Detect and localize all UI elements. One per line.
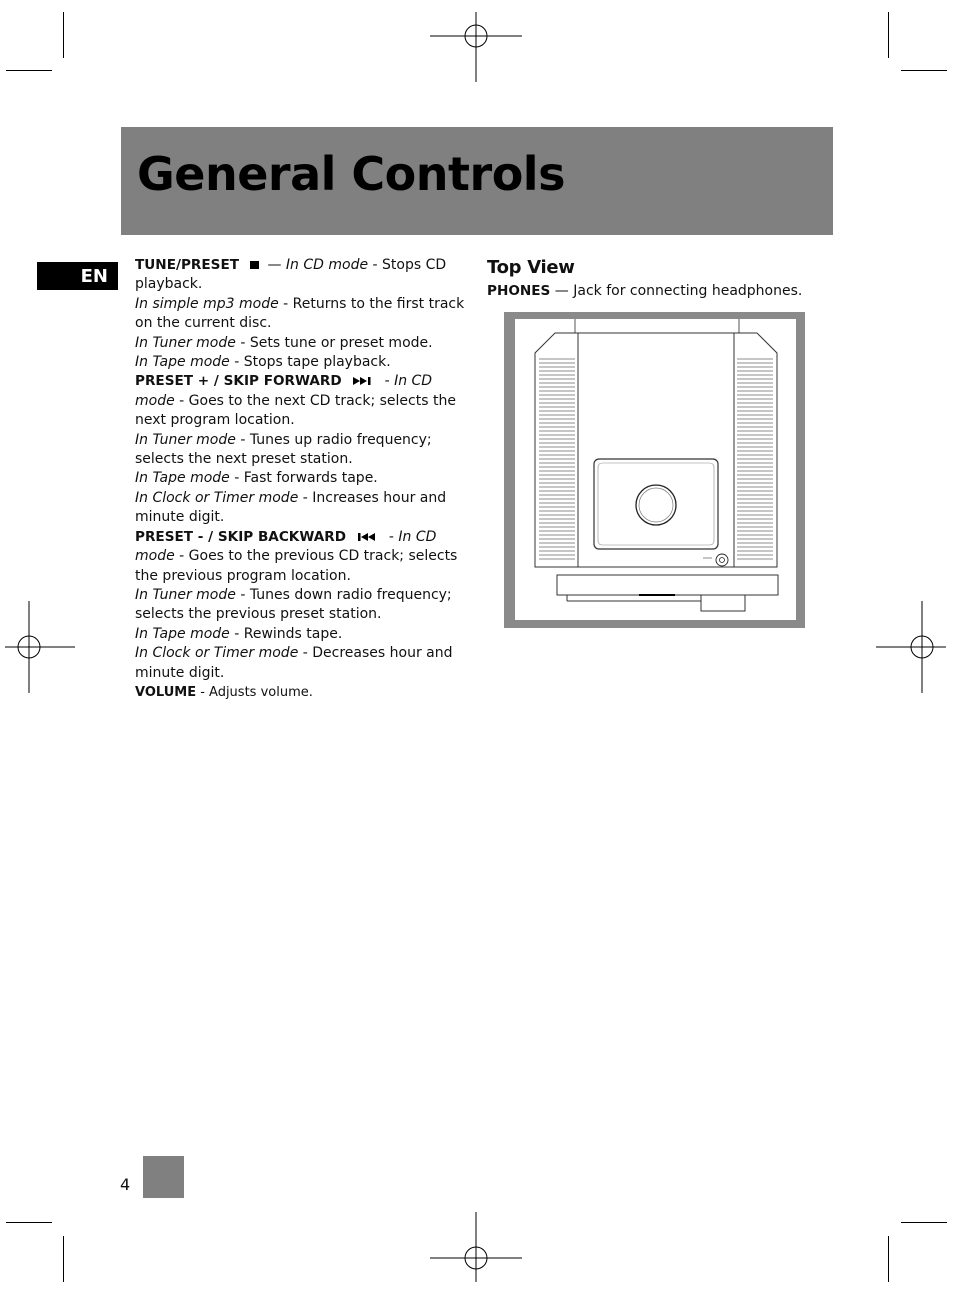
registration-mark-icon (876, 601, 954, 693)
top-view-figure (504, 312, 805, 628)
volume-label: VOLUME (135, 684, 197, 700)
crop-mark (901, 70, 947, 71)
registration-mark-icon (430, 0, 522, 82)
figure-canvas (515, 319, 796, 620)
registration-mark-icon (430, 1212, 522, 1304)
crop-mark (888, 12, 889, 58)
crop-mark (63, 12, 64, 58)
volume-entry: VOLUME - Adjusts volume. (135, 684, 313, 700)
preset-minus-entry: PRESET - / SKIP BACKWARD - In CD mode - Goes to the previous CD track; selects the previous program location. (135, 528, 458, 584)
crop-mark (6, 70, 52, 71)
preset-plus-entry: PRESET + / SKIP FORWARD - In CD mode - Goes to the next CD track; selects the next program location. (135, 373, 456, 429)
skip-backward-icon (356, 532, 378, 542)
page-tab (143, 1156, 184, 1198)
controls-description: TUNE/PRESET — In CD mode - Stops CD playback. In simple mp3 mode - Returns to the first track on the current disc. In Tuner mode - Sets tune or preset mode. In Tape mode - Stops tape playback. PRESET + / SKIP FORWARD - In CD mode - Goes to the next CD track; selects the next program location. In Tuner mode - Tunes up radio frequency; selects the next preset station. In Tape mode - Fast forwards tape. In Clock or Timer mode - Increases hour and minute digit. PRESET - / SKIP BACKWARD - In CD mode - Goes to the previous CD track; selects the previous program location. In Tuner mode - Tunes down radio frequency; selects the previous preset station. In Tape mode - Rewinds tape. In Clock or Timer mode - Decreases hour and minute digit. VOLUME - Adjusts volume. (135, 256, 470, 702)
page-number: 4 (120, 1175, 131, 1194)
crop-mark (63, 1236, 64, 1282)
tune-preset-label: TUNE/PRESET (135, 257, 240, 273)
title-banner (121, 127, 833, 235)
preset-minus-label: PRESET - / SKIP BACKWARD (135, 528, 346, 545)
crop-mark (888, 1236, 889, 1282)
stereo-top-view-illustration (515, 319, 796, 620)
section-title: Top View (487, 257, 575, 278)
crop-mark (6, 1222, 52, 1223)
registration-mark-icon (0, 601, 75, 693)
preset-plus-label: PRESET + / SKIP FORWARD (135, 373, 342, 390)
crop-mark (901, 1222, 947, 1223)
phones-entry: PHONES — Jack for connecting headphones. (487, 283, 803, 299)
phones-label: PHONES (487, 283, 551, 299)
top-view-section (487, 256, 817, 301)
stop-icon (249, 260, 261, 270)
language-tab: EN (37, 262, 118, 290)
tune-preset-entry: TUNE/PRESET — In CD mode - Stops CD playback. (135, 257, 447, 293)
skip-forward-icon (352, 376, 374, 386)
page-title: General Controls (137, 147, 565, 201)
